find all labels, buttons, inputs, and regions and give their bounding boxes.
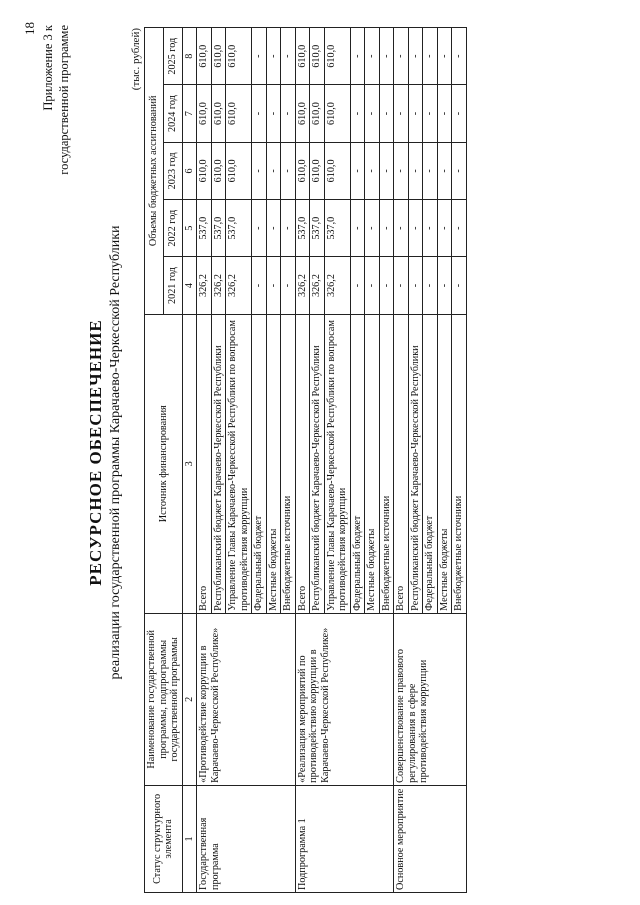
amount-cell: - [408,28,423,85]
amount-cell: - [452,257,467,314]
amount-cell: 610,0 [226,142,252,199]
amount-cell: 326,2 [324,257,350,314]
program-name-cell: «Реализация мероприятий по противодействию коррупции в Карачаево-Черкесской Республике» [295,613,394,785]
amount-cell: 610,0 [295,85,310,142]
amount-cell: - [437,28,452,85]
units-note: (тыс. рублей) [130,28,142,91]
amount-cell: - [252,200,267,257]
amount-cell: 537,0 [310,200,325,257]
amount-cell: - [423,85,438,142]
resource-table [144,27,467,893]
amount-cell: - [408,85,423,142]
amount-cell: - [452,28,467,85]
amount-cell: - [437,85,452,142]
amount-cell: - [408,142,423,199]
document-title: РЕСУРСНОЕ ОБЕСПЕЧЕНИЕ [86,319,105,586]
funding-source-cell: Всего [394,314,409,613]
amount-cell: 610,0 [324,142,350,199]
amount-cell: 610,0 [226,85,252,142]
amount-cell: - [365,257,380,314]
amount-cell: - [379,142,394,199]
amount-cell: - [252,85,267,142]
col-number: 6 [182,142,197,199]
funding-source-cell: Всего [295,314,310,613]
funding-source-cell: Внебюджетные источники [281,314,296,613]
funding-source-cell: Федеральный бюджет [350,314,365,613]
header-year: 2025 год [163,28,182,85]
program-name-cell: «Противодействие коррупции в Карачаево-Черкесской Республике» [197,613,296,785]
col-number: 5 [182,200,197,257]
amount-cell: 610,0 [197,28,212,85]
amount-cell: - [423,257,438,314]
amount-cell: 610,0 [324,28,350,85]
document-subtitle: реализации государственной программы Карачаево-Черкесской Республики [108,225,123,680]
amount-cell: - [452,142,467,199]
amount-cell: - [266,28,281,85]
appendix-line-2: государственной программе [57,25,71,175]
amount-cell: 610,0 [324,85,350,142]
funding-source-cell: Республиканский бюджет Карачаево-Черкесской Республики [408,314,423,613]
funding-source-cell: Республиканский бюджет Карачаево-Черкесской Республики [211,314,226,613]
amount-cell: 610,0 [310,142,325,199]
amount-cell: - [437,142,452,199]
col-number: 2 [182,613,197,785]
amount-cell: - [350,142,365,199]
funding-source-cell: Местные бюджеты [365,314,380,613]
amount-cell: - [394,85,409,142]
page-number: 18 [22,22,37,35]
header-name: Наименование государственной программы, подпрограммы государственной программы [145,613,183,785]
amount-cell: - [452,200,467,257]
amount-cell: 610,0 [197,85,212,142]
amount-cell: - [365,28,380,85]
funding-source-cell: Внебюджетные источники [452,314,467,613]
amount-cell: 326,2 [211,257,226,314]
amount-cell: - [437,257,452,314]
amount-cell: 537,0 [197,200,212,257]
amount-cell: - [379,28,394,85]
amount-cell: - [350,200,365,257]
table-body [197,28,467,893]
table-row [394,28,409,893]
amount-cell: - [379,85,394,142]
col-number: 1 [182,785,197,892]
amount-cell: - [252,142,267,199]
funding-source-cell: Местные бюджеты [266,314,281,613]
amount-cell: - [350,28,365,85]
amount-cell: - [281,257,296,314]
amount-cell: - [365,200,380,257]
amount-cell: 610,0 [226,28,252,85]
amount-cell: 326,2 [310,257,325,314]
header-year: 2022 год [163,200,182,257]
program-name-cell: Совершенствование правового регулирования в сфере противодействия коррупции [394,613,467,785]
amount-cell: - [379,257,394,314]
appendix-line-1: Приложение 3 к [41,25,55,111]
amount-cell: - [394,200,409,257]
status-cell: Государственная программа [197,785,296,892]
amount-cell: - [394,28,409,85]
amount-cell: - [452,85,467,142]
amount-cell: 610,0 [197,142,212,199]
amount-cell: 610,0 [310,85,325,142]
appendix-note [40,25,72,215]
amount-cell: 610,0 [211,142,226,199]
header-year: 2021 год [163,257,182,314]
col-number: 4 [182,257,197,314]
amount-cell: - [266,200,281,257]
amount-cell: - [365,142,380,199]
amount-cell: - [394,142,409,199]
amount-cell: 610,0 [310,28,325,85]
amount-cell: 326,2 [295,257,310,314]
header-volumes: Объемы бюджетных ассигнований [145,28,164,315]
funding-source-cell: Федеральный бюджет [252,314,267,613]
amount-cell: 537,0 [324,200,350,257]
amount-cell: - [379,200,394,257]
col-number: 3 [182,314,197,613]
amount-cell: 326,2 [197,257,212,314]
amount-cell: 537,0 [226,200,252,257]
column-number-row [182,28,197,893]
table-row [197,28,212,893]
amount-cell: - [350,85,365,142]
amount-cell: - [350,257,365,314]
amount-cell: 326,2 [226,257,252,314]
amount-cell: - [266,142,281,199]
header-source: Источник финансирования [145,314,183,613]
amount-cell: 610,0 [295,142,310,199]
amount-cell: - [423,200,438,257]
amount-cell: - [266,257,281,314]
amount-cell: 610,0 [211,85,226,142]
funding-source-cell: Внебюджетные источники [379,314,394,613]
funding-source-cell: Управление Главы Карачаево-Черкесской Республики по вопросам противодействия коррупции [324,314,350,613]
amount-cell: - [408,257,423,314]
funding-source-cell: Республиканский бюджет Карачаево-Черкесской Республики [310,314,325,613]
amount-cell: - [394,257,409,314]
amount-cell: - [281,28,296,85]
funding-source-cell: Федеральный бюджет [423,314,438,613]
col-number: 7 [182,85,197,142]
amount-cell: - [423,28,438,85]
header-row-1 [145,28,164,893]
table-row [295,28,310,893]
amount-cell: - [266,85,281,142]
amount-cell: 610,0 [211,28,226,85]
amount-cell: - [437,200,452,257]
funding-source-cell: Местные бюджеты [437,314,452,613]
header-year: 2023 год [163,142,182,199]
amount-cell: - [281,85,296,142]
amount-cell: - [281,142,296,199]
amount-cell: - [252,28,267,85]
amount-cell: 610,0 [295,28,310,85]
funding-source-cell: Всего [197,314,212,613]
status-cell: Основное мероприятие [394,785,467,892]
amount-cell: - [252,257,267,314]
amount-cell: - [408,200,423,257]
header-status: Статус структурного элемента [145,785,183,892]
amount-cell: - [423,142,438,199]
funding-source-cell: Управление Главы Карачаево-Черкесской Республики по вопросам противодействия коррупции [226,314,252,613]
col-number: 8 [182,28,197,85]
header-year: 2024 год [163,85,182,142]
amount-cell: - [365,85,380,142]
amount-cell: 537,0 [295,200,310,257]
amount-cell: 537,0 [211,200,226,257]
status-cell: Подпрограмма 1 [295,785,394,892]
amount-cell: - [281,200,296,257]
